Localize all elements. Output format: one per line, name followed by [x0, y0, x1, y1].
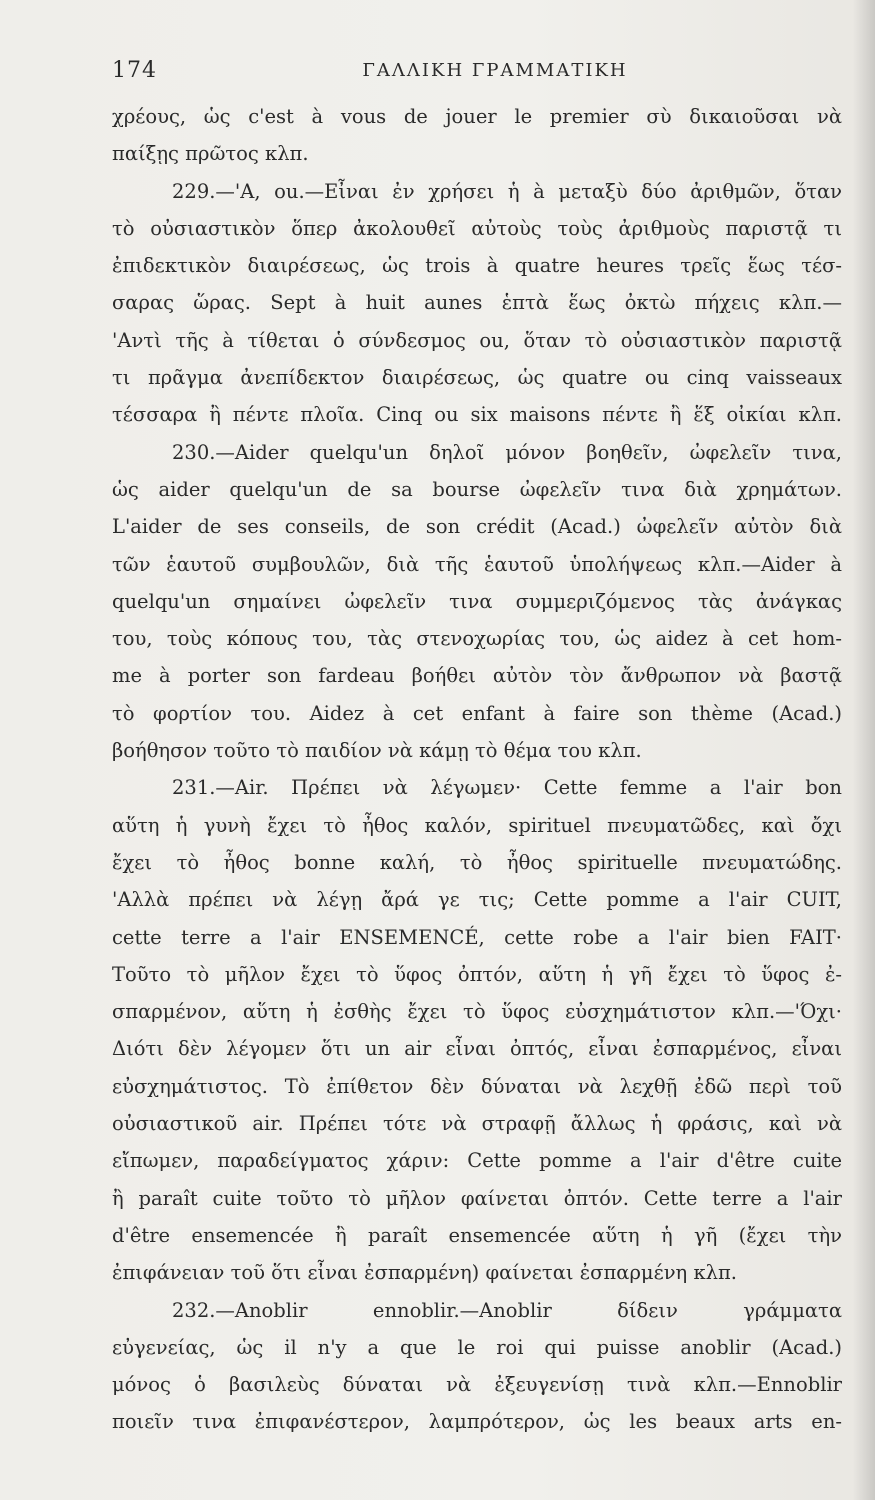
text-line: τὸ οὐσιαστικὸν ὅπερ ἀκολουθεῖ αὐτοὺς τοὺς ἀριθμοὺς παριστᾷ τι — [112, 216, 842, 240]
text-line: του, τοὺς κόπους του, τὰς στενοχωρίας του, ὡς aidez à cet hom- — [112, 627, 842, 651]
text-line: L'aider de ses conseils, de son crédit (Acad.) ὠφελεῖν αὐτὸν διὰ — [112, 515, 842, 539]
text-line: τι πρᾶγμα ἀνεπίδεκτον διαιρέσεως, ὡς quatre ou cinq vaisseaux — [112, 366, 842, 390]
text-line: εὐγενείας, ὡς il n'y a que le roi qui puisse anoblir (Acad.) — [112, 1335, 842, 1359]
spine-shadow — [853, 0, 875, 1500]
text-line: μόνος ὁ βασιλεὺς δύναται νὰ ἐξευγενίσῃ τινὰ κλπ.—Ennoblir — [112, 1373, 842, 1397]
text-line: Διότι δὲν λέγομεν ὅτι un air εἶναι ὀπτός, εἶναι ἐσπαρμένος, εἶναι — [112, 1037, 842, 1061]
text-line: αὕτη ἡ γυνὴ ἔχει τὸ ἦθος καλόν, spirituel πνευματῶδες, καὶ ὄχι — [112, 813, 842, 837]
text-line: d'être ensemencée ἢ paraît ensemencée αὕτη ἡ γῆ (ἔχει τὴν — [112, 1223, 842, 1247]
text-line: εὐσχημάτιστος. Τὸ ἐπίθετον δὲν δύναται νὰ λεχθῇ ἐδῶ περὶ τοῦ — [112, 1074, 842, 1098]
text-line: εἴπωμεν, παραδείγματος χάριν: Cette pomme a l'air d'être cuite — [112, 1149, 842, 1173]
text-line: ποιεῖν τινα ἐπιφανέστερον, λαμπρότερον, ὡς les beaux arts en- — [112, 1410, 842, 1434]
text-line: 231.—Air. Πρέπει νὰ λέγωμεν· Cette femme a l'air bon — [172, 776, 842, 800]
text-line: 232.—Anoblir ennoblir.—Anoblir δίδειν γράμματα — [172, 1298, 842, 1322]
page-header — [112, 58, 838, 88]
text-line: ἐπιφάνειαν τοῦ ὅτι εἶναι ἐσπαρμένη) φαίνεται ἐσπαρμένη κλπ. — [112, 1261, 737, 1285]
text-line: σαρας ὥρας. Sept à huit aunes ἑπτὰ ἕως ὀκτὼ πήχεις κλπ.— — [112, 291, 842, 315]
text-line: me à porter son fardeau βοήθει αὐτὸν τὸν ἄνθρωπον νὰ βαστᾷ — [112, 664, 842, 688]
text-line: βοήθησον τοῦτο τὸ παιδίον νὰ κάμῃ τὸ θέμα του κλπ. — [112, 739, 642, 763]
text-line: ὡς aider quelqu'un de sa bourse ὠφελεῖν τινα διὰ χρημάτων. — [112, 477, 842, 501]
text-line: ἔχει τὸ ἦθος bonne καλή, τὸ ἦθος spirituelle πνευματώδης. — [112, 850, 842, 874]
text-line: σπαρμένον, αὕτη ἡ ἐσθὴς ἔχει τὸ ὕφος εὐσχημάτιστον κλπ.—'Όχι· — [112, 1000, 842, 1024]
running-title: ΓΑΛΛΙΚΗ ΓΡΑΜΜΑΤΙΚΗ — [362, 60, 628, 81]
text-line: cette terre a l'air ENSEMENCÉ, cette robe a l'air bien FAIT· — [112, 925, 842, 949]
text-line: Τοῦτο τὸ μῆλον ἔχει τὸ ὕφος ὀπτόν, αὕτη ἡ γῆ ἔχει τὸ ὕφος ἐ- — [112, 962, 842, 986]
text-line: ἢ paraît cuite τοῦτο τὸ μῆλον φαίνεται ὀπτόν. Cette terre a l'air — [112, 1186, 842, 1210]
text-line: 229.—'A, ou.—Εἶναι ἐν χρήσει ἡ à μεταξὺ δύο ἀριθμῶν, ὅταν — [172, 179, 842, 203]
text-line: οὐσιαστικοῦ air. Πρέπει τότε νὰ στραφῇ ἄλλως ἡ φράσις, καὶ νὰ — [112, 1112, 842, 1136]
text-line: παίξῃς πρῶτος κλπ. — [112, 142, 309, 166]
text-line: 'Αντὶ τῆς à τίθεται ὁ σύνδεσμος ou, ὅταν τὸ οὐσιαστικὸν παριστᾷ — [112, 328, 842, 352]
text-line: τέσσαρα ἢ πέντε πλοῖα. Cinq ou six maisons πέντε ἢ ἕξ οἰκίαι κλπ. — [112, 403, 842, 427]
body-text — [112, 98, 842, 1441]
text-line: τὸ φορτίον του. Aidez à cet enfant à faire son thème (Acad.) — [112, 701, 842, 725]
text-line: ἐπιδεκτικὸν διαιρέσεως, ὡς trois à quatre heures τρεῖς ἕως τέσ- — [112, 254, 842, 278]
text-line: 230.—Aider quelqu'un δηλοῖ μόνον βοηθεῖν, ὠφελεῖν τινα, — [172, 440, 842, 464]
text-line: τῶν ἑαυτοῦ συμβουλῶν, διὰ τῆς ἑαυτοῦ ὑπολήψεως κλπ.—Aider à — [112, 552, 842, 576]
text-line: quelqu'un σημαίνει ὠφελεῖν τινα συμμεριζόμενος τὰς ἀνάγκας — [112, 589, 842, 613]
page-number: 174 — [112, 58, 157, 83]
text-line: 'Αλλὰ πρέπει νὰ λέγῃ ἄρά γε τις; Cette pomme a l'air CUIT, — [112, 888, 842, 912]
text-line: χρέους, ὡς c'est à vous de jouer le premier σὺ δικαιοῦσαι νὰ — [112, 105, 842, 128]
